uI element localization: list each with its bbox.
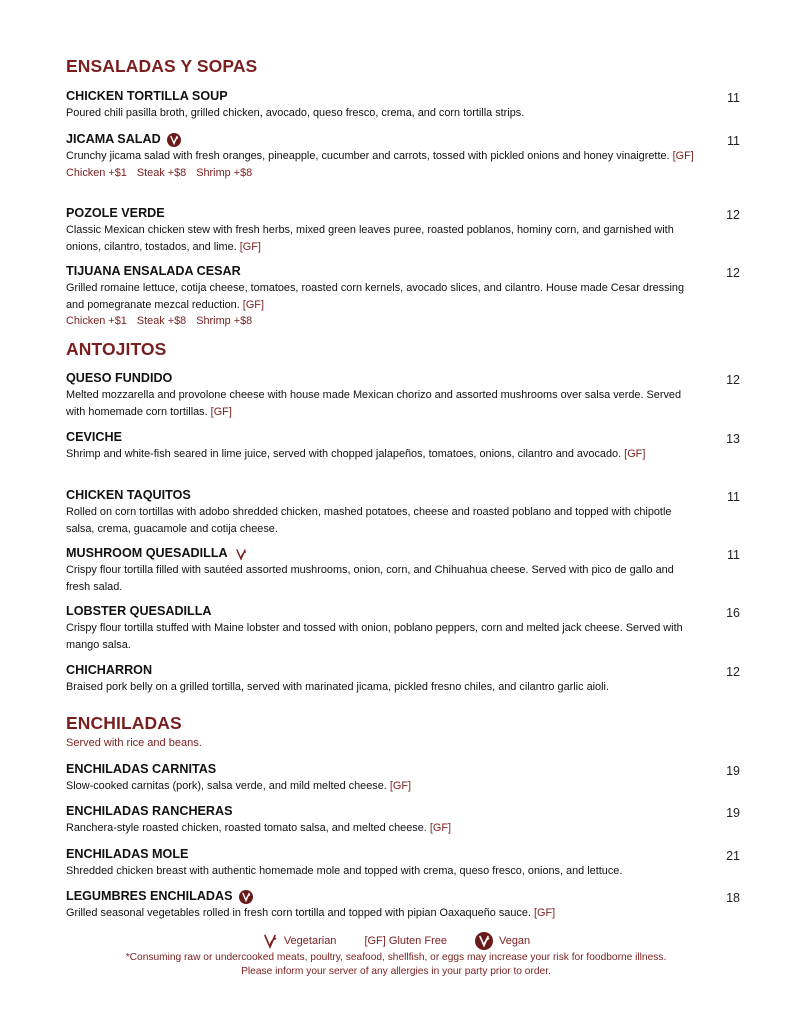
menu-item (66, 603, 740, 653)
item-price: 13 (726, 432, 740, 446)
menu-item (66, 545, 740, 595)
item-desc: Melted mozzarella and provolone cheese with house made Mexican chorizo and assorted mushrooms over salsa verde. Served with homemade corn tortillas. [GF] (66, 389, 682, 418)
item-desc: Ranchera-style roasted chicken, roasted tomato salsa, and melted cheese. [GF] (66, 822, 452, 834)
gluten-free-tag: [GF] (239, 240, 261, 253)
item-desc: Shrimp and white-fish seared in lime juice, served with chopped jalapeños, tomatoes, onions, cilantro and avocado. [GF] (66, 448, 646, 460)
section-title-antojitos: ANTOJITOS (66, 339, 167, 359)
menu-item (66, 205, 740, 255)
item-price: 16 (726, 606, 740, 620)
item-name: MUSHROOM QUESADILLA (66, 545, 726, 562)
item-desc: Shredded chicken breast with authentic homemade mole and topped with crema, queso fresco, onions, and lettuce. (66, 865, 623, 877)
item-name: LOBSTER QUESADILLA (66, 604, 212, 618)
menu-item (66, 487, 740, 537)
item-desc: Crunchy jicama salad with fresh oranges, pineapple, cucumber and carrots, tossed with pickled onions and honey vinaigrette. [GF] (66, 150, 694, 162)
disclaimer: *Consuming raw or undercooked meats, poultry, seafood, shellfish, or eggs may increase your risk for foodborne illness. Please inform your server of any allergies in your party prior to order. (125, 952, 667, 977)
item-desc: Slow-cooked carnitas (pork), salsa verde, and mild melted cheese. [GF] (66, 780, 412, 792)
item-name: TIJUANA ENSALADA CESAR (66, 264, 241, 278)
gluten-free-tag: [GF] (672, 150, 694, 162)
item-price: 11 (727, 490, 740, 504)
item-desc: Classic Mexican chicken stew with fresh herbs, mixed green leaves puree, roasted poblanos, hominy corn, and garnished with onions, cilantro, tostados, and lime. [GF] (66, 224, 674, 253)
item-name: QUESO FUNDIDO (66, 371, 173, 385)
section-title-enchiladas: ENCHILADAS (66, 713, 182, 733)
vegetarian-icon (262, 933, 278, 949)
item-desc: Braised pork belly on a grilled tortilla, served with marinated jicama, pickled fresno chiles, and cilantro garlic aioli. (66, 681, 609, 693)
gluten-free-tag: [GF] (533, 907, 556, 919)
vegetarian-icon (234, 547, 248, 561)
item-desc: Crispy flour tortilla stuffed with Maine lobster and tossed with onion, poblano peppers, corn and melted jack cheese. Served with mango salsa. (66, 622, 683, 651)
menu-item (66, 263, 740, 329)
item-desc: Crispy flour tortilla filled with sautéed assorted mushrooms, onion, corn, and Chihuahua cheese. Served with pico de gallo and fresh salad. (66, 564, 674, 593)
menu-item (66, 429, 740, 463)
gluten-free-tag: [GF] (242, 298, 264, 311)
vegan-icon (167, 133, 181, 147)
item-name: POZOLE VERDE (66, 206, 165, 220)
item-name: ENCHILADAS RANCHERAS (66, 804, 233, 818)
item-price: 11 (727, 134, 740, 148)
legend (66, 932, 726, 950)
item-addons: Chicken +$1 Steak +$8 Shrimp +$8 (66, 166, 253, 179)
menu-item (66, 370, 740, 420)
item-desc: Rolled on corn tortillas with adobo shredded chicken, mashed potatoes, cheese and roasted poblano and topped with chipotle salsa, crema, guacamole and cotija cheese. (66, 506, 672, 535)
item-name: CHICHARRON (66, 663, 153, 677)
item-price: 12 (726, 373, 740, 387)
item-desc: Grilled seasonal vegetables rolled in fresh corn tortilla and topped with pipian Oaxaqueño sauce. [GF] (66, 907, 556, 919)
item-name: CHICKEN TORTILLA SOUP (66, 89, 228, 103)
section-title-ensaladas: ENSALADAS Y SOPAS (66, 56, 258, 76)
menu-item (66, 131, 740, 181)
item-addons: Chicken +$1 Steak +$8 Shrimp +$8 (66, 315, 253, 327)
item-price: 18 (726, 891, 740, 905)
item-name: CHICKEN TAQUITOS (66, 488, 191, 502)
legend-vegan: Vegan (475, 932, 530, 950)
vegan-icon (239, 890, 253, 904)
item-desc: Grilled romaine lettuce, cotija cheese, tomatoes, roasted corn kernels, avocado slices, and cilantro. House made Cesar dressing and pomegranate mezcal reduction. [GF] (66, 282, 685, 311)
item-price: 12 (726, 208, 740, 222)
item-name: CEVICHE (66, 430, 122, 444)
menu-item (66, 761, 740, 795)
item-desc: Poured chili pasilla broth, grilled chicken, avocado, queso fresco, crema, and corn tortilla strips. (66, 107, 525, 119)
vegan-icon (475, 932, 493, 950)
item-name: ENCHILADAS MOLE (66, 847, 189, 861)
item-price: 19 (726, 764, 740, 778)
gluten-free-tag: [GF] (624, 448, 646, 460)
legend-gluten-free: [GF] Gluten Free (364, 935, 447, 947)
menu-item (66, 803, 740, 837)
gluten-free-tag: [GF] (389, 780, 412, 792)
menu-item (66, 88, 740, 122)
section-note: Served with rice and beans. (66, 737, 202, 749)
item-price: 11 (727, 91, 740, 105)
gluten-free-tag: [GF] (429, 822, 452, 834)
item-price: 11 (727, 548, 740, 562)
gluten-free-tag: [GF] (210, 405, 232, 418)
menu-item (66, 888, 740, 922)
item-price: 12 (726, 266, 740, 280)
item-price: 21 (726, 849, 740, 863)
item-name: JICAMA SALAD (66, 131, 726, 148)
item-price: 12 (726, 665, 740, 679)
menu-item (66, 662, 740, 696)
item-price: 19 (726, 806, 740, 820)
legend-vegetarian: Vegetarian (262, 933, 337, 949)
item-name: ENCHILADAS CARNITAS (66, 762, 217, 776)
item-name: LEGUMBRES ENCHILADAS (66, 888, 726, 905)
menu-item (66, 846, 740, 880)
